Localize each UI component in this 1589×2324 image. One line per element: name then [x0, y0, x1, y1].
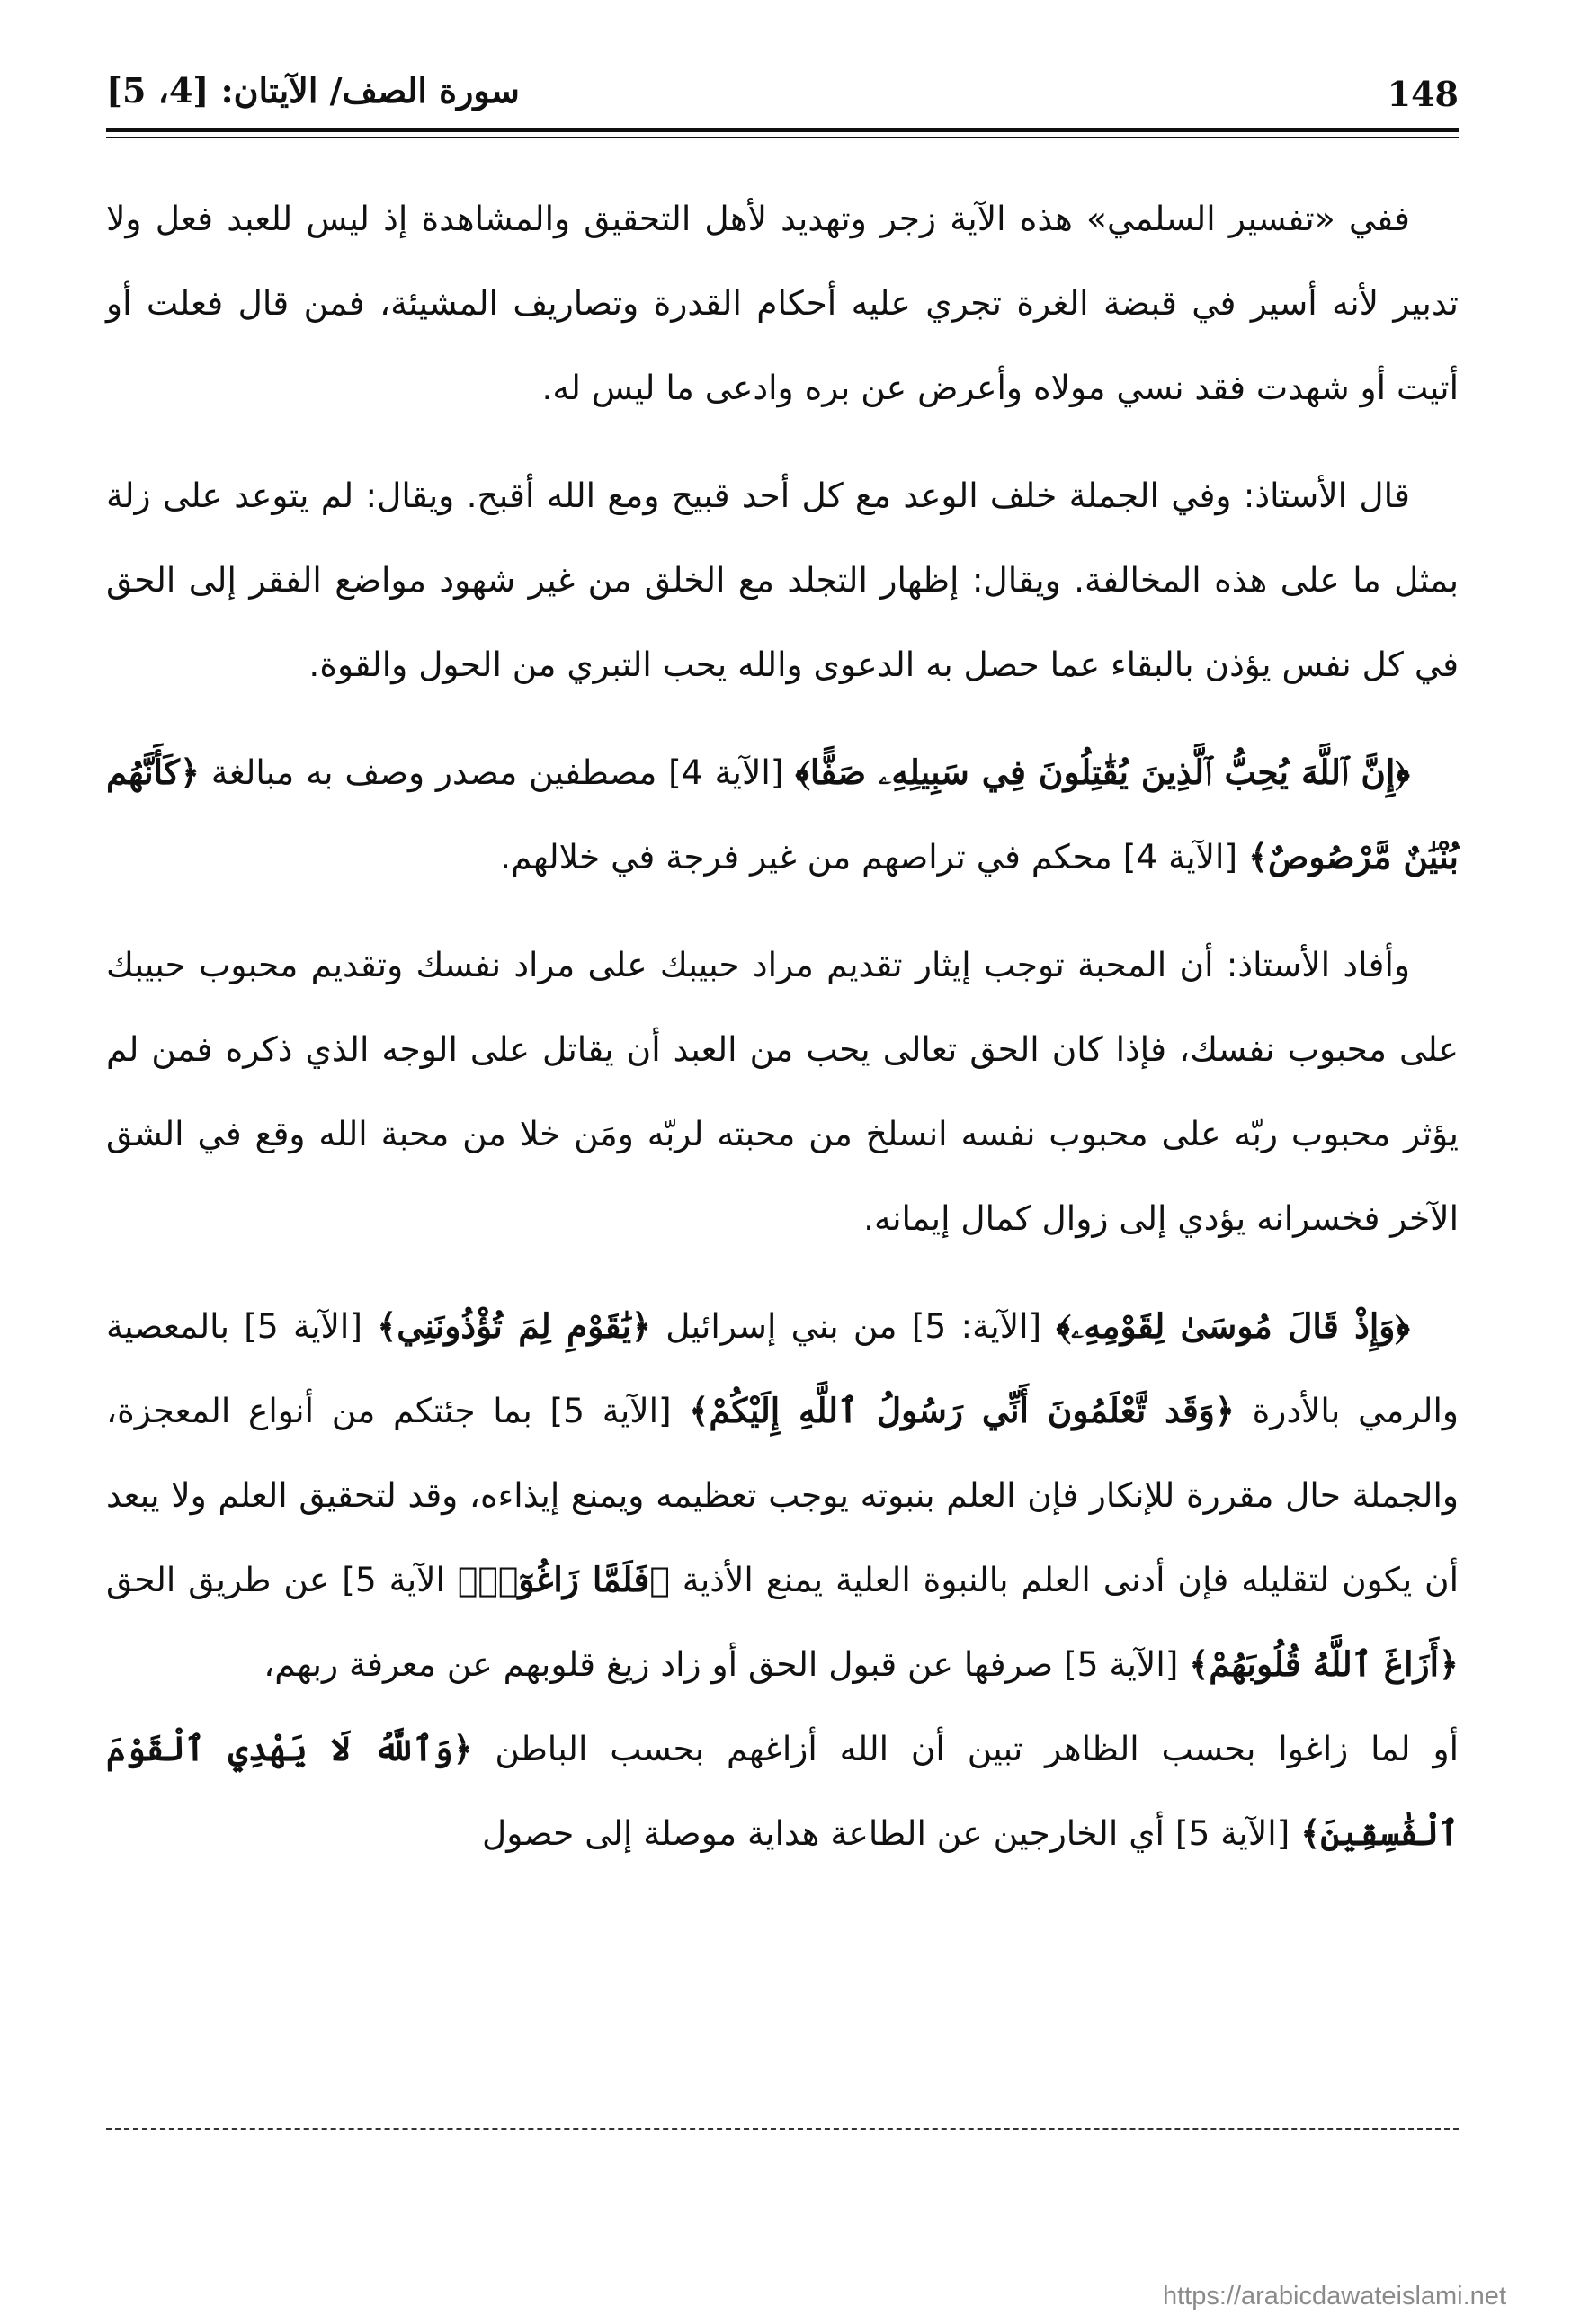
quran-verse: ﴿فَلَمَّا زَاغُوٓا۟﴾ — [457, 1560, 670, 1599]
commentary-text: الآية 5] عن طريق الحق — [106, 1560, 458, 1599]
watermark-url: https://arabicdawateislami.net — [1162, 2282, 1506, 2311]
quran-verse: ﴿وَإِذْ قَالَ مُوسَىٰ لِقَوْمِهِۦ﴾ — [1056, 1306, 1410, 1346]
commentary-text: [الآية: 5] من بني إسرائيل — [651, 1306, 1057, 1346]
commentary-text: [الآية 4] محكم في تراصهم من غير فرجة في خلالهم. — [500, 837, 1249, 877]
body-text — [106, 176, 1459, 1899]
page-header — [106, 70, 1459, 124]
quran-verse: ﴿أَزَاغَ ٱللَّهُ قُلُوبَهُمْ﴾ — [1189, 1644, 1459, 1684]
paragraph-6 — [106, 1706, 1459, 1875]
quran-verse: ﴿يَٰقَوْمِ لِمَ تُؤْذُونَنِي﴾ — [377, 1306, 651, 1346]
commentary-text: [الآية 5] أي الخارجين عن الطاعة هداية موصلة إلى حصول — [482, 1813, 1301, 1853]
quran-verse: ﴿إِنَّ ٱللَّهَ يُحِبُّ ٱلَّذِينَ يُقَٰتِلُونَ فِي سَبِيلِهِۦ صَفًّا﴾ — [795, 752, 1410, 792]
paragraph-1: ففي «تفسير السلمي» هذه الآية زجر وتهديد لأهل التحقيق والمشاهدة إذ ليس للعبد فعل ولا تدبير لأنه أسير في قبضة الغرة تجري عليه أحكام القدرة وتصاريف المشيئة، فمن قال فعلت أو أتيت أو شهدت فقد نسي مولاه وأعرض عن بره وادعى ما ليس له. — [106, 199, 1459, 407]
paragraph-3 — [106, 730, 1459, 899]
paragraph-4: وأفاد الأستاذ: أن المحبة توجب إيثار تقديم مراد حبيبك على مراد نفسك وتقديم محبوب حبيبك على محبوب نفسك، فإذا كان الحق تعالى يحب من العبد أن يقاتل على الوجه الذي ذكره فمن لم يؤثر محبوب ربّه على محبوب نفسه انسلخ من محبته لربّه ومَن خلا من محبة الله وقع في الشق الآخر فخسرانه يؤدي إلى زوال كمال إيمانه. — [106, 945, 1459, 1238]
header-rule-thick — [106, 128, 1459, 132]
header-rule-thin — [106, 137, 1459, 138]
running-title: سورة الصف/ الآيتان: [4، 5] — [106, 70, 520, 111]
quran-verse: ﴿وَقَد تَّعْلَمُونَ أَنِّي رَسُولُ ٱللَّهِ إِلَيْكُمْ﴾ — [689, 1391, 1235, 1430]
paragraph-2: قال الأستاذ: وفي الجملة خلف الوعد مع كل أحد قبيح ومع الله أقبح. ويقال: لم يتوعد على زلة بمثل ما على هذه المخالفة. ويقال: إظهار التجلد مع الخلق من غير شهود مواضع الفقر إلى الحق في كل نفس يؤذن بالبقاء عما حصل به الدعوى والله يحب التبري من الحول والقوة. — [106, 476, 1459, 684]
commentary-text: [الآية 5] بما جئتكم من أنواع المعجزة، والجملة حال مقررة للإنكار فإن العلم بنبوته يوجب تعظيمه ويمنع إيذاءه، وقد لتحقيق العلم ولا يبعد أن يكون لتقليله فإن أدنى العلم بالنبوة العلية يمنع الأذية — [106, 1391, 1459, 1599]
page-number: 148 — [1387, 74, 1459, 114]
quran-verse: ﴿كَأَنَّهُم بُنْيَٰنٌ مَّرْصُوصٌ﴾ — [106, 752, 1459, 877]
commentary-text: أو لما زاغوا بحسب الظاهر تبين أن الله أزاغهم بحسب الباطن — [472, 1729, 1459, 1768]
quran-verse: ﴿وَٱللَّهُ لَا يَهْدِي ٱلْقَوْمَ ٱلْفَٰسِقِينَ﴾ — [106, 1729, 1459, 1853]
commentary-text: [الآية 5] صرفها عن قبول الحق أو زاد زيغ قلوبهم عن معرفة ربهم، — [263, 1644, 1190, 1684]
commentary-text: [الآية 4] مصطفين مصدر وصف به مبالغة — [199, 752, 796, 792]
commentary-text: [الآية 5] بالمعصية والرمي بالأدرة — [106, 1306, 1459, 1430]
paragraph-5 — [106, 1284, 1459, 1706]
dashed-divider — [106, 2128, 1459, 2130]
